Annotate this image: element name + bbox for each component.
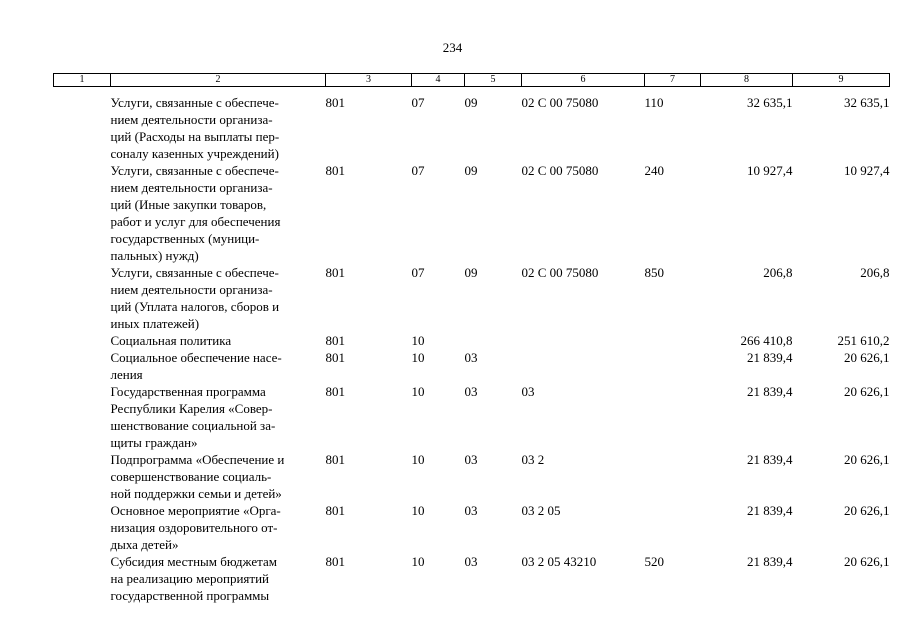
column-header-4: 4 xyxy=(412,74,465,87)
column-header-1: 1 xyxy=(54,74,111,87)
target-article-code xyxy=(522,332,645,349)
row-number-cell xyxy=(54,451,111,502)
target-article-code xyxy=(522,349,645,383)
section-code: 10 xyxy=(411,383,425,399)
table-row xyxy=(54,451,890,502)
row-number-cell xyxy=(54,94,111,162)
item-name: Субсидия местным бюджетам на реализацию мероприятий государственной программы xyxy=(110,553,277,603)
section-code: 10 xyxy=(411,451,425,467)
expense-type-code: 240 xyxy=(644,162,664,178)
item-name: Услуги, связанные с обеспече- нием деятельности организа- ций (Расходы на выплаты пер- соналу казенных учреждений) xyxy=(110,94,280,161)
ministry-code: 801 xyxy=(325,264,345,280)
budget-table xyxy=(53,73,890,604)
section-code: 07 xyxy=(411,264,425,280)
table-row xyxy=(54,162,890,264)
table-row xyxy=(54,553,890,604)
item-name: Социальное обеспечение насе- ления xyxy=(110,349,282,382)
target-article-code: 02 С 00 75080 xyxy=(521,264,599,280)
amount-col8: 21 839,4 xyxy=(747,502,793,518)
amount-col8: 206,8 xyxy=(763,264,793,280)
table-row xyxy=(54,332,890,349)
amount-col8: 21 839,4 xyxy=(747,451,793,467)
amount-col8: 21 839,4 xyxy=(747,383,793,399)
subsection-code xyxy=(465,332,522,349)
ministry-code: 801 xyxy=(325,502,345,518)
amount-col9: 20 626,1 xyxy=(844,349,890,365)
target-article-code: 03 2 05 43210 xyxy=(521,553,597,569)
expense-type-code: 520 xyxy=(644,553,664,569)
table-row xyxy=(54,383,890,451)
amount-col9: 20 626,1 xyxy=(844,553,890,569)
table-row xyxy=(54,502,890,553)
target-article-code: 03 2 05 xyxy=(521,502,561,518)
amount-col8: 21 839,4 xyxy=(747,553,793,569)
section-code: 10 xyxy=(411,332,425,348)
item-name: Социальная политика xyxy=(110,332,232,348)
amount-col8: 32 635,1 xyxy=(747,94,793,110)
subsection-code: 03 xyxy=(464,553,478,569)
target-article-code: 02 С 00 75080 xyxy=(521,94,599,110)
expense-type-code xyxy=(645,383,701,451)
amount-col9: 20 626,1 xyxy=(844,502,890,518)
amount-col9: 10 927,4 xyxy=(844,162,890,178)
table-row xyxy=(54,264,890,332)
column-header-7: 7 xyxy=(645,74,701,87)
amount-col8: 10 927,4 xyxy=(747,162,793,178)
amount-col9: 20 626,1 xyxy=(844,451,890,467)
subsection-code: 03 xyxy=(464,349,478,365)
section-code: 07 xyxy=(411,162,425,178)
item-name: Основное мероприятие «Орга- низация оздоровительного от- дыха детей» xyxy=(110,502,281,552)
column-header-6: 6 xyxy=(522,74,645,87)
amount-col9: 20 626,1 xyxy=(844,383,890,399)
subsection-code: 09 xyxy=(464,162,478,178)
row-number-cell xyxy=(54,383,111,451)
expense-type-code: 850 xyxy=(644,264,664,280)
section-code: 07 xyxy=(411,94,425,110)
table-row xyxy=(54,349,890,383)
subsection-code: 09 xyxy=(464,94,478,110)
target-article-code: 02 С 00 75080 xyxy=(521,162,599,178)
column-header-2: 2 xyxy=(111,74,326,87)
amount-col8: 266 410,8 xyxy=(740,332,793,348)
section-code: 10 xyxy=(411,349,425,365)
subsection-code: 03 xyxy=(464,502,478,518)
row-number-cell xyxy=(54,349,111,383)
item-name: Услуги, связанные с обеспече- нием деятельности организа- ций (Иные закупки товаров, работ и услуг для обеспечения государственных (муници- пальных) нужд) xyxy=(110,162,281,263)
ministry-code: 801 xyxy=(325,451,345,467)
ministry-code: 801 xyxy=(325,94,345,110)
expense-type-code xyxy=(645,502,701,553)
subsection-code: 09 xyxy=(464,264,478,280)
item-name: Государственная программа Республики Карелия «Совер- шенствование социальной за- щиты граждан» xyxy=(110,383,276,450)
column-header-9: 9 xyxy=(793,74,890,87)
column-header-3: 3 xyxy=(326,74,412,87)
expense-type-code xyxy=(645,332,701,349)
row-number-cell xyxy=(54,332,111,349)
subsection-code: 03 xyxy=(464,451,478,467)
column-header-8: 8 xyxy=(701,74,793,87)
expense-type-code xyxy=(645,349,701,383)
ministry-code: 801 xyxy=(325,553,345,569)
amount-col8: 21 839,4 xyxy=(747,349,793,365)
target-article-code: 03 2 xyxy=(521,451,545,467)
row-number-cell xyxy=(54,162,111,264)
ministry-code: 801 xyxy=(325,349,345,365)
subsection-code: 03 xyxy=(464,383,478,399)
amount-col9: 206,8 xyxy=(860,264,890,280)
expense-type-code xyxy=(645,451,701,502)
table-row xyxy=(54,94,890,162)
item-name: Подпрограмма «Обеспечение и совершенствование социаль- ной поддержки семьи и детей» xyxy=(110,451,285,501)
expense-type-code: 110 xyxy=(644,94,664,110)
amount-col9: 32 635,1 xyxy=(844,94,890,110)
row-number-cell xyxy=(54,502,111,553)
target-article-code: 03 xyxy=(521,383,535,399)
amount-col9: 251 610,2 xyxy=(837,332,890,348)
ministry-code: 801 xyxy=(325,162,345,178)
ministry-code: 801 xyxy=(325,332,345,348)
page-number: 234 xyxy=(442,40,463,55)
row-number-cell xyxy=(54,553,111,604)
section-code: 10 xyxy=(411,502,425,518)
column-header-5: 5 xyxy=(465,74,522,87)
section-code: 10 xyxy=(411,553,425,569)
item-name: Услуги, связанные с обеспече- нием деятельности организа- ций (Уплата налогов, сборов и иных платежей) xyxy=(110,264,280,331)
row-number-cell xyxy=(54,264,111,332)
header-row xyxy=(54,74,890,87)
ministry-code: 801 xyxy=(325,383,345,399)
